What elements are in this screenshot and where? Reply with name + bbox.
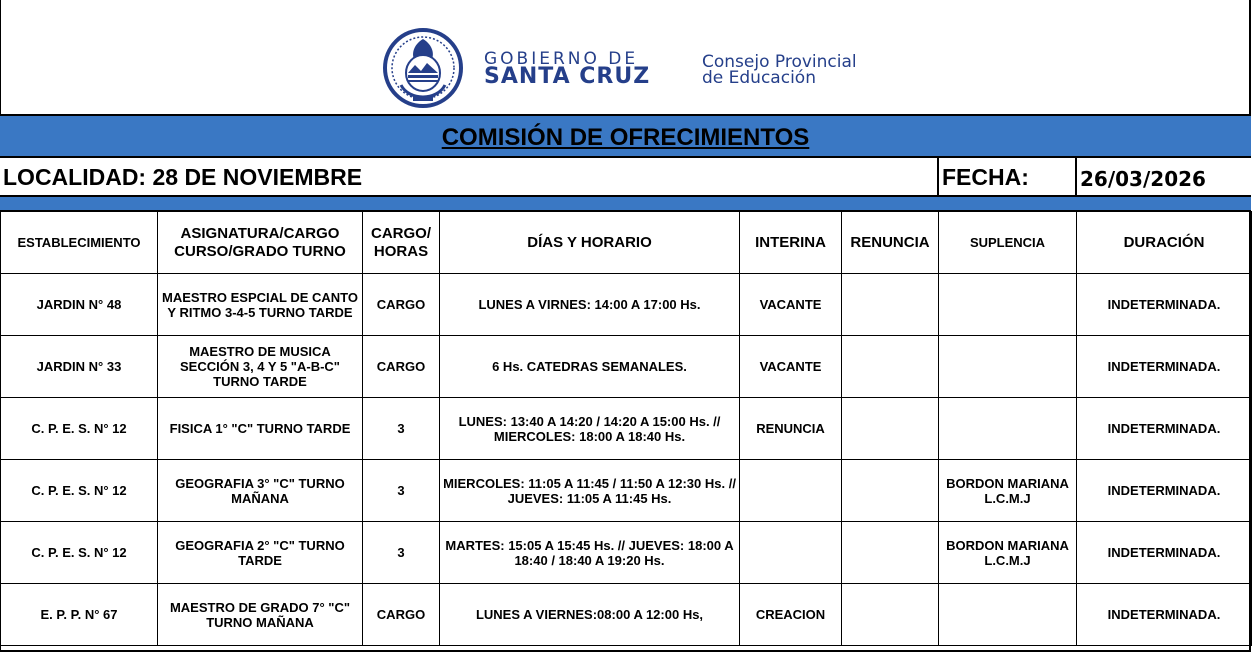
cell-interina xyxy=(740,460,842,522)
table-row xyxy=(1,274,1252,336)
col-header-interina: INTERINA xyxy=(740,212,842,274)
cell-suplencia: BORDON MARIANA L.C.M.J xyxy=(939,522,1077,584)
localidad-row xyxy=(0,158,1251,197)
col-header-dias: DÍAS Y HORARIO xyxy=(440,212,740,274)
col-header-duracion: DURACIÓN xyxy=(1077,212,1252,274)
fecha-label-cell xyxy=(937,158,1075,195)
col-header-renuncia: RENUNCIA xyxy=(842,212,939,274)
table-row xyxy=(1,398,1252,460)
blue-separator xyxy=(0,197,1251,211)
cell-suplencia xyxy=(939,584,1077,646)
title-band xyxy=(0,116,1251,158)
consejo-line1: Consejo Provincial xyxy=(702,52,857,72)
table-row xyxy=(1,460,1252,522)
header-logo-area xyxy=(0,0,1251,116)
fecha-value-cell xyxy=(1075,158,1251,195)
cell-duracion: INDETERMINADA. xyxy=(1077,398,1252,460)
cell-interina: RENUNCIA xyxy=(740,398,842,460)
cell-duracion: INDETERMINADA. xyxy=(1077,460,1252,522)
gobierno-line2: SANTA CRUZ xyxy=(484,64,651,89)
table-row xyxy=(1,336,1252,398)
col-header-cargo-horas: CARGO/ HORAS xyxy=(363,212,440,274)
cell-duracion: INDETERMINADA. xyxy=(1077,336,1252,398)
cell-asignatura: FISICA 1° "C" TURNO TARDE xyxy=(158,398,363,460)
cell-renuncia xyxy=(842,460,939,522)
cell-dias: LUNES A VIERNES:08:00 A 12:00 Hs, xyxy=(440,584,740,646)
cell-cargo: CARGO xyxy=(363,584,440,646)
cell-cargo: CARGO xyxy=(363,336,440,398)
cell-suplencia: BORDON MARIANA L.C.M.J xyxy=(939,460,1077,522)
cell-cargo: 3 xyxy=(363,522,440,584)
cell-dias: LUNES: 13:40 A 14:20 / 14:20 A 15:00 Hs. // MIERCOLES: 18:00 A 18:40 Hs. xyxy=(440,398,740,460)
cell-suplencia xyxy=(939,398,1077,460)
col-header-establecimiento: ESTABLECIMIENTO xyxy=(1,212,158,274)
col-header-asignatura: ASIGNATURA/CARGO CURSO/GRADO TURNO xyxy=(158,212,363,274)
cell-asignatura: MAESTRO ESPCIAL DE CANTO Y RITMO 3-4-5 TURNO TARDE xyxy=(158,274,363,336)
consejo-line2: de Educación xyxy=(702,68,816,88)
table-row xyxy=(1,584,1252,646)
cell-dias: MIERCOLES: 11:05 A 11:45 / 11:50 A 12:30 Hs. // JUEVES: 11:05 A 11:45 Hs. xyxy=(440,460,740,522)
cell-asignatura: GEOGRAFIA 2° "C" TURNO TARDE xyxy=(158,522,363,584)
cell-establecimiento: JARDIN N° 33 xyxy=(1,336,158,398)
cell-duracion: INDETERMINADA. xyxy=(1077,522,1252,584)
cell-renuncia xyxy=(842,274,939,336)
page-title: COMISIÓN DE OFRECIMIENTOS xyxy=(441,124,810,151)
cell-cargo: 3 xyxy=(363,398,440,460)
cell-dias: 6 Hs. CATEDRAS SEMANALES. xyxy=(440,336,740,398)
gobierno-line1: GOBIERNO DE xyxy=(484,49,639,69)
cell-establecimiento: C. P. E. S. N° 12 xyxy=(1,398,158,460)
cell-renuncia xyxy=(842,398,939,460)
cell-asignatura: MAESTRO DE MUSICA SECCIÓN 3, 4 Y 5 "A-B-C" TURNO TARDE xyxy=(158,336,363,398)
cell-renuncia xyxy=(842,584,939,646)
provincial-seal-icon xyxy=(383,27,463,109)
table-header-row xyxy=(1,212,1252,274)
cell-suplencia xyxy=(939,274,1077,336)
fecha-value: 26/03/2026 xyxy=(1080,167,1206,191)
cell-interina xyxy=(740,522,842,584)
cell-duracion: INDETERMINADA. xyxy=(1077,274,1252,336)
fecha-label: FECHA: xyxy=(942,164,1029,190)
cell-asignatura: MAESTRO DE GRADO 7° "C" TURNO MAÑANA xyxy=(158,584,363,646)
cell-establecimiento: C. P. E. S. N° 12 xyxy=(1,522,158,584)
cell-establecimiento: C. P. E. S. N° 12 xyxy=(1,460,158,522)
cell-interina: CREACION xyxy=(740,584,842,646)
cell-asignatura: GEOGRAFIA 3° "C" TURNO MAÑANA xyxy=(158,460,363,522)
cell-establecimiento: JARDIN N° 48 xyxy=(1,274,158,336)
table-row xyxy=(1,522,1252,584)
cell-cargo: CARGO xyxy=(363,274,440,336)
cell-renuncia xyxy=(842,522,939,584)
cell-interina: VACANTE xyxy=(740,336,842,398)
cell-cargo: 3 xyxy=(363,460,440,522)
cell-suplencia xyxy=(939,336,1077,398)
cell-interina: VACANTE xyxy=(740,274,842,336)
cell-renuncia xyxy=(842,336,939,398)
cell-duracion: INDETERMINADA. xyxy=(1077,584,1252,646)
cell-establecimiento: E. P. P. N° 67 xyxy=(1,584,158,646)
col-header-suplencia: SUPLENCIA xyxy=(939,212,1077,274)
cell-dias: MARTES: 15:05 A 15:45 Hs. // JUEVES: 18:00 A 18:40 / 18:40 A 19:20 Hs. xyxy=(440,522,740,584)
cell-dias: LUNES A VIRNES: 14:00 A 17:00 Hs. xyxy=(440,274,740,336)
localidad-text: LOCALIDAD: 28 DE NOVIEMBRE xyxy=(3,164,363,190)
ofrecimientos-table xyxy=(0,211,1252,646)
